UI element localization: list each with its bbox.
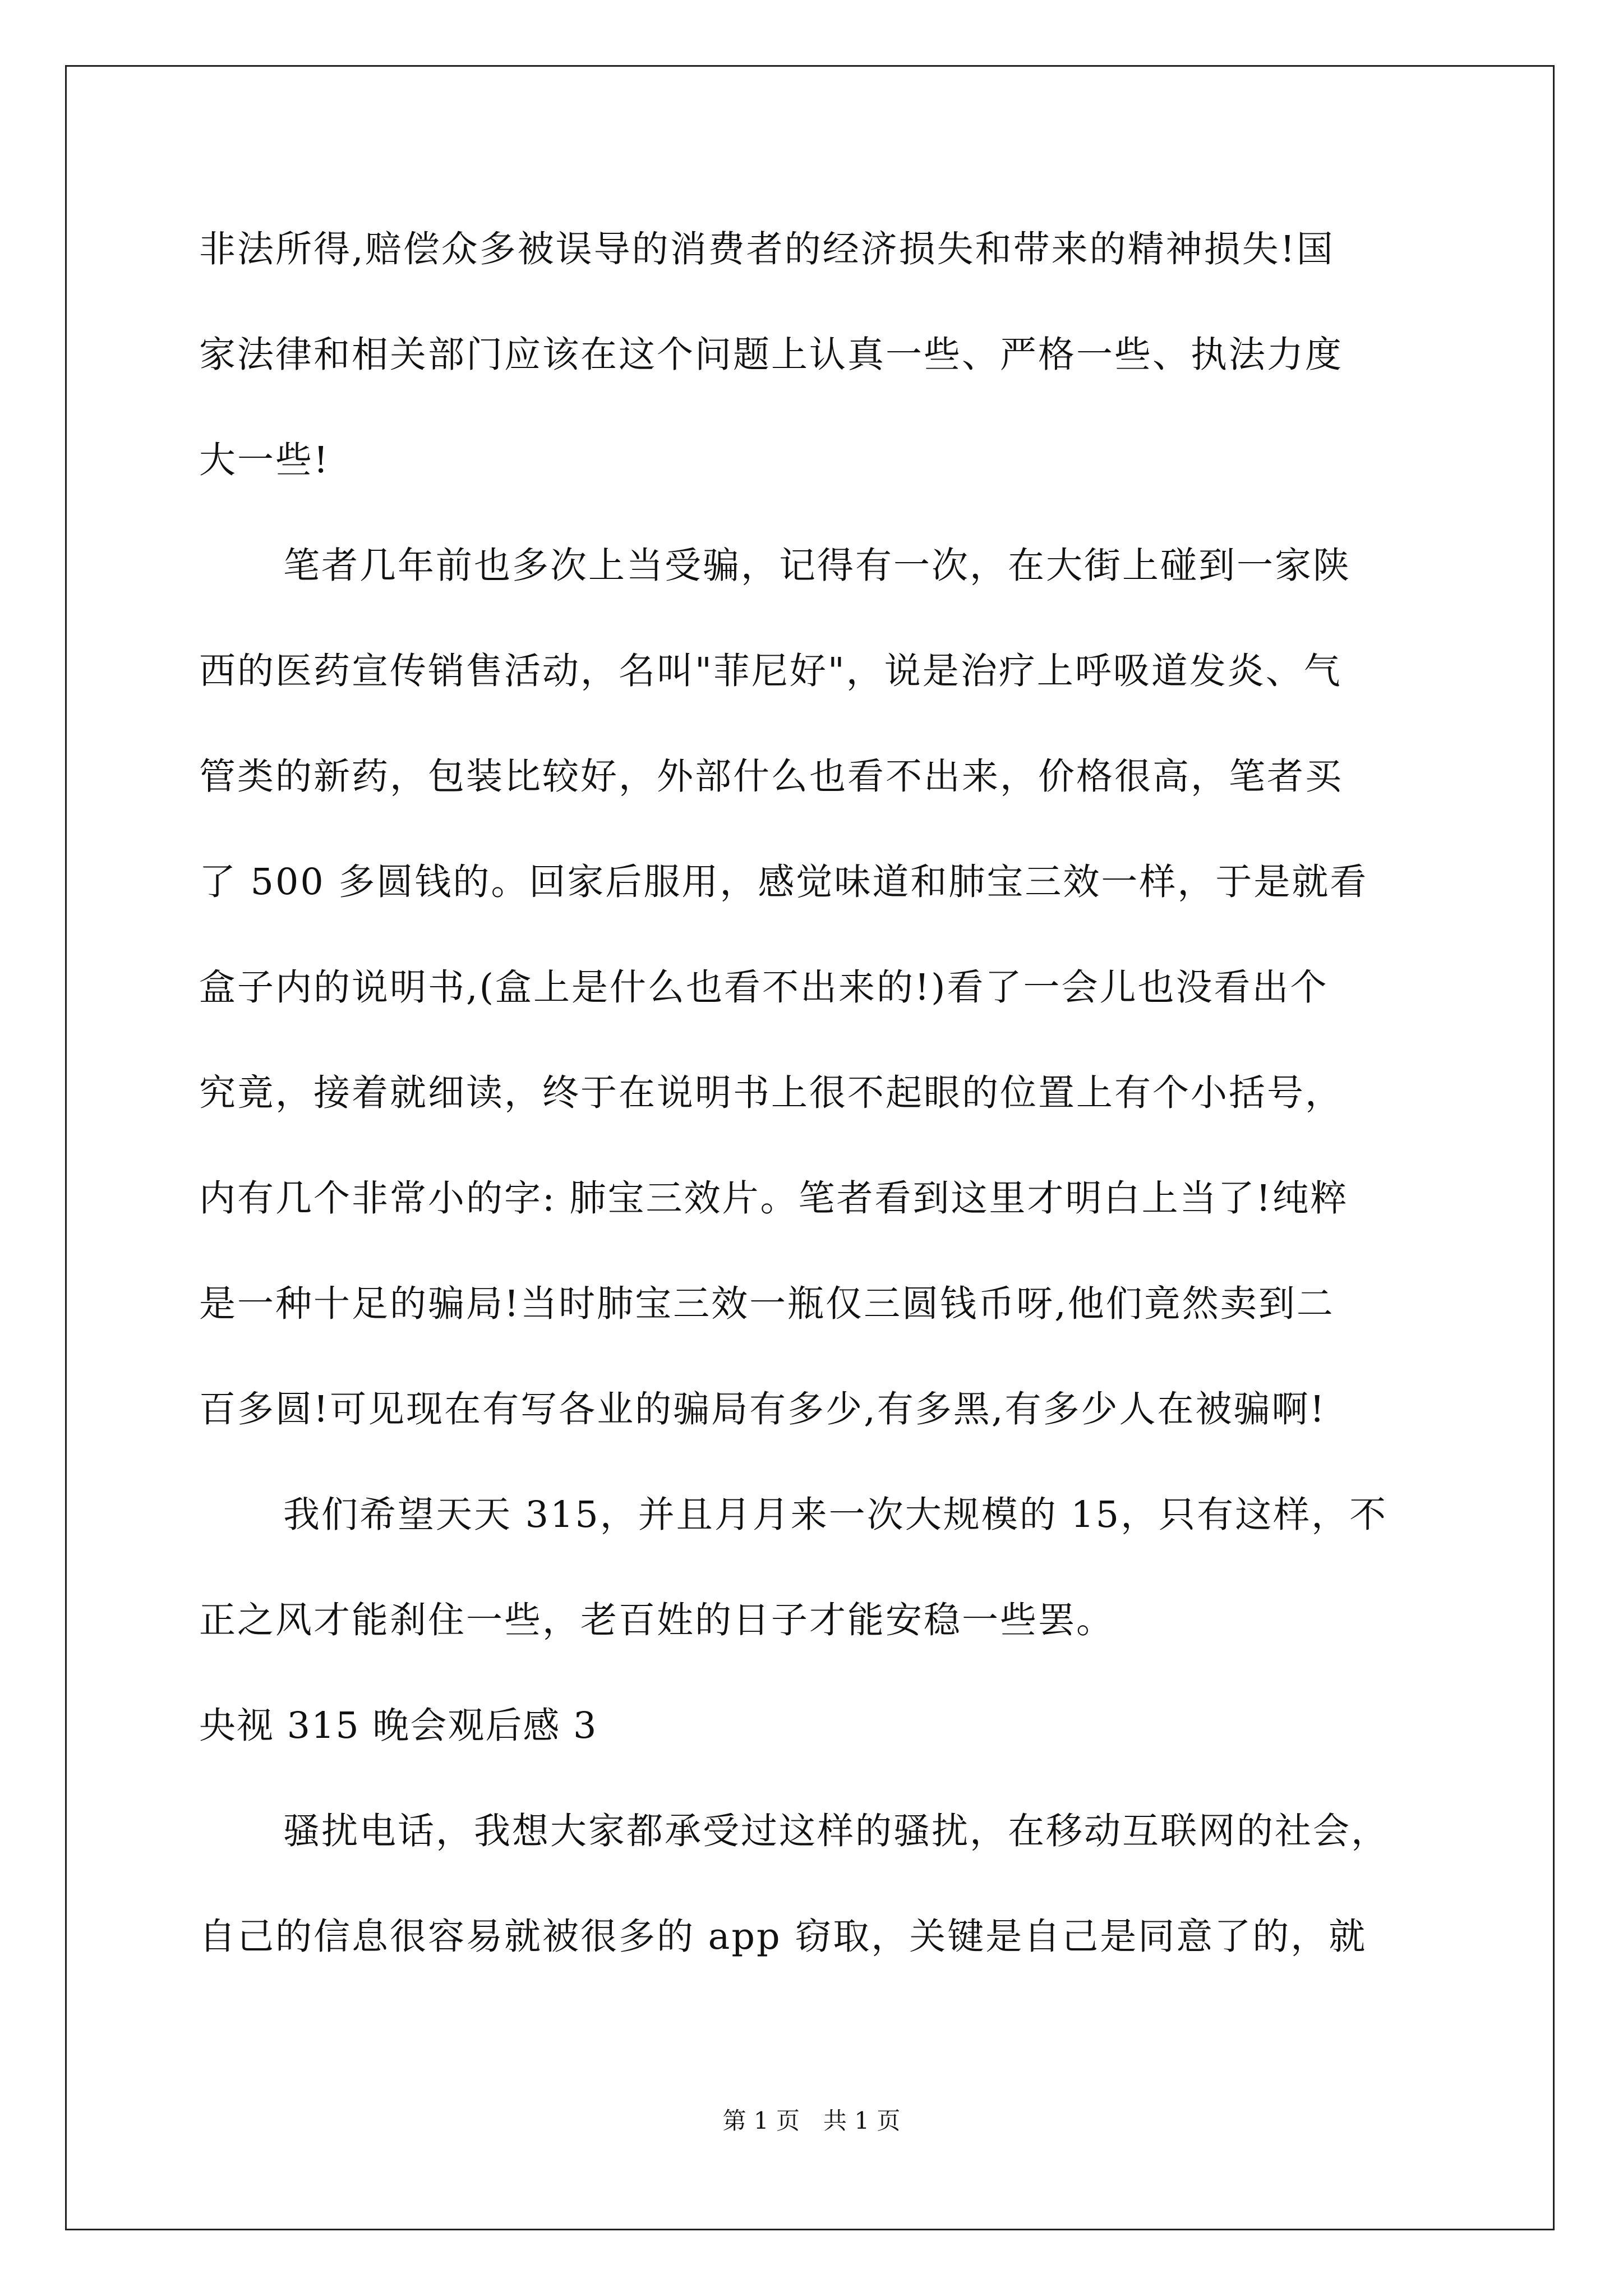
text-line: 正之风才能刹住一些，老百姓的日子才能安稳一些罢。	[199, 1599, 1115, 1641]
text-line: 究竟，接着就细读，终于在说明书上很不起眼的位置上有个小括号，	[199, 1072, 1344, 1114]
document-body	[199, 213, 1433, 2006]
text-line: 家法律和相关部门应该在这个问题上认真一些、严格一些、执法力度	[199, 334, 1344, 376]
text-line: 自己的信息很容易就被很多的 app 窃取，关键是自己是同意了的，就	[199, 1916, 1367, 1958]
text-line: 大一些!	[199, 439, 330, 481]
text-line: 百多圆!可见现在有写各业的骗局有多少,有多黑,有多少人在被骗啊!	[199, 1388, 1326, 1430]
section-heading: 央视 315 晚会观后感 3	[199, 1705, 598, 1747]
text-line: 管类的新药，包装比较好，外部什么也看不出来，价格很高，笔者买	[199, 756, 1344, 798]
text-line: 内有几个非常小的字: 肺宝三效片。笔者看到这里才明白上当了!纯粹	[199, 1177, 1349, 1220]
text-line: 了 500 多圆钱的。回家后服用，感觉味道和肺宝三效一样，于是就看	[199, 861, 1368, 903]
text-line: 是一种十足的骗局!当时肺宝三效一瓶仅三圆钱币呀,他们竟然卖到二	[199, 1283, 1335, 1325]
paragraph-start-line: 骚扰电话，我想大家都承受过这样的骚扰，在移动互联网的社会，	[283, 1810, 1390, 1852]
text-line: 盒子内的说明书,(盒上是什么也看不出来的!)看了一会儿也没看出个	[199, 967, 1329, 1009]
text-line: 西的医药宣传销售活动，名叫"菲尼好"，说是治疗上呼吸道发炎、气	[199, 650, 1342, 692]
text-line: 非法所得,赔偿众多被误导的消费者的经济损失和带来的精神损失!国	[199, 228, 1335, 270]
page-footer: 第 1 页 共 1 页	[722, 2107, 901, 2134]
paragraph-start-line: 我们希望天天 315，并且月月来一次大规模的 15，只有这样，不	[283, 1494, 1388, 1536]
paragraph-start-line: 笔者几年前也多次上当受骗，记得有一次，在大街上碰到一家陕	[283, 545, 1352, 587]
